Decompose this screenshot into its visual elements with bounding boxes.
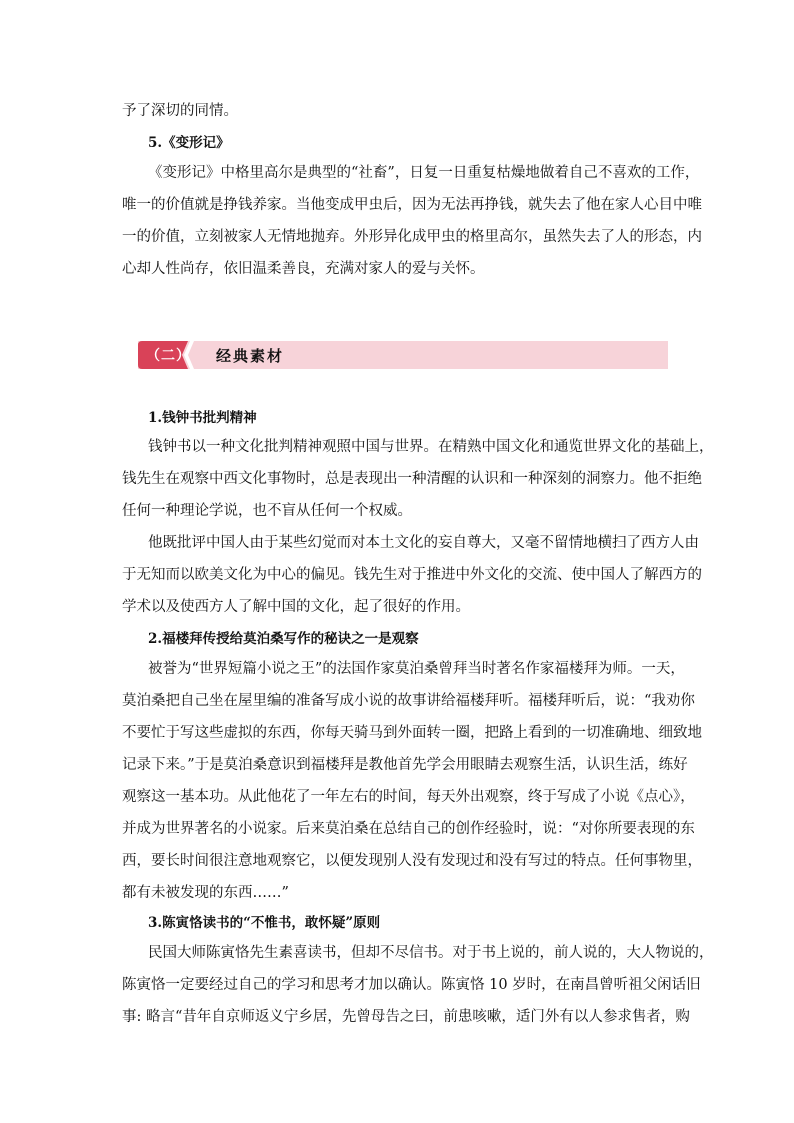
paragraph-line: 西，要长时间很注意地观察它，以便发现别人没有发现过和没有写过的特点。任何事物里，: [122, 853, 702, 869]
paragraph-line: 《变形记》中格里高尔是典型的“社畜”，日复一日重复枯燥地做着自己不喜欢的工作，: [148, 165, 700, 181]
paragraph-line: 钱先生在观察中西文化事物时，总是表现出一种清醒的认识和一种深刻的洞察力。他不拒绝: [122, 471, 702, 487]
section-heading: 3.陈寅恪读书的“不惟书，敢怀疑”原则: [148, 915, 381, 931]
section-heading: 5.《变形记》: [148, 135, 230, 151]
paragraph-line: 都有未被发现的东西……”: [122, 885, 289, 901]
paragraph-line: 任何一种理论学说，也不盲从任何一个权威。: [122, 503, 412, 519]
paragraph-line: 心却人性尚存，依旧温柔善良，充满对家人的爱与关怀。: [122, 261, 485, 277]
paragraph-line: 学术以及使西方人了解中国的文化，起了很好的作用。: [122, 599, 470, 615]
banner-title: 经典素材: [216, 347, 285, 365]
section-banner: [138, 341, 668, 369]
paragraph-line: 唯一的价值就是挣钱养家。当他变成甲虫后，因为无法再挣钱，就失去了他在家人心目中唯: [122, 197, 702, 213]
section-heading: 2.福楼拜传授给莫泊桑写作的秘诀之一是观察: [148, 631, 419, 647]
paragraph-line: 一的价值，立刻被家人无情地抛弃。外形异化成甲虫的格里高尔，虽然失去了人的形态，内: [122, 229, 702, 245]
paragraph-line: 记录下来。”于是莫泊桑意识到福楼拜是教他首先学会用眼睛去观察生活，认识生活，练好: [122, 757, 688, 773]
paragraph-line: 钱钟书以一种文化批判精神观照中国与世界。在精熟中国文化和通览世界文化的基础上，: [148, 439, 714, 455]
section-heading: 1.钱钟书批判精神: [148, 410, 257, 426]
paragraph-line: 观察这一基本功。从此他花了一年左右的时间，每天外出观察，终于写成了小说《点心》，: [122, 789, 695, 805]
paragraph-line: 被誉为“世界短篇小说之王”的法国作家莫泊桑曾拜当时著名作家福楼拜为师。一天，: [148, 661, 685, 677]
banner-tag-label: （二）: [146, 348, 191, 364]
paragraph-line: 于无知而以欧美文化为中心的偏见。钱先生对于推进中外文化的交流、使中国人了解西方的: [122, 567, 702, 583]
paragraph-line: 陈寅恪一定要经过自己的学习和思考才加以确认。陈寅恪 10 岁时，在南昌曾听祖父闲话旧: [122, 977, 701, 993]
paragraph-line: 予了深切的同情。: [122, 103, 238, 119]
paragraph-line: 事: 略言“昔年自京师返义宁乡居，先曾母告之曰，前患咳嗽，适门外有以人参求售者，购: [122, 1009, 690, 1025]
paragraph-line: 莫泊桑把自己坐在屋里编的准备写成小说的故事讲给福楼拜听。福楼拜听后，说：“我劝你: [122, 693, 695, 709]
paragraph-line: 不要忙于写这些虚拟的东西，你每天骑马到外面转一圈，把路上看到的一切准确地、细致地: [122, 725, 702, 741]
paragraph-line: 他既批评中国人由于某些幻觉而对本土文化的妄自尊大，又毫不留情地横扫了西方人由: [148, 535, 699, 551]
paragraph-line: 民国大师陈寅恪先生素喜读书，但却不尽信书。对于书上说的，前人说的，大人物说的，: [148, 945, 714, 961]
paragraph-line: 并成为世界著名的小说家。后来莫泊桑在总结自己的创作经验时，说：“对你所要表现的东: [122, 821, 695, 837]
